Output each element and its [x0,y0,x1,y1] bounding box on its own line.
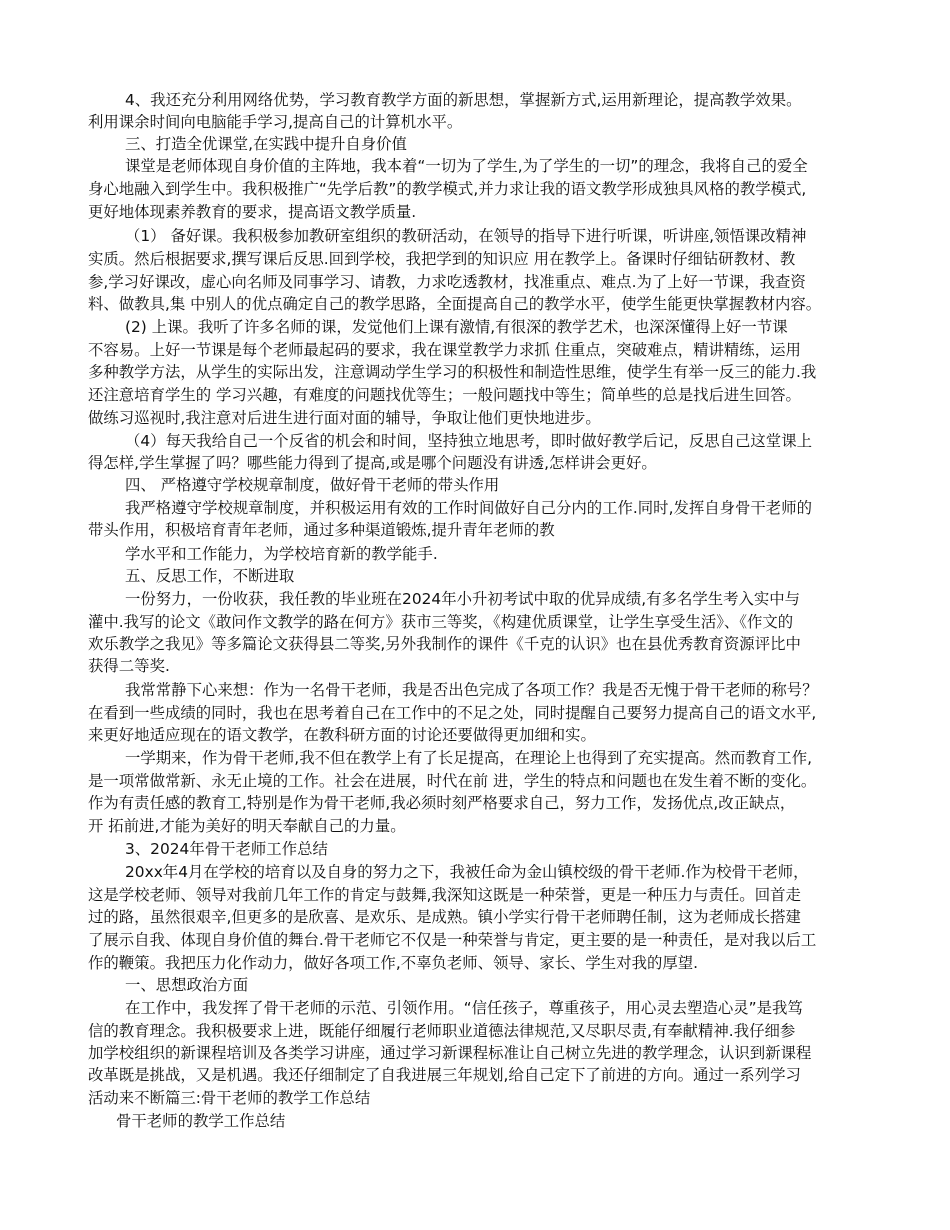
text-line: 是一项常做常新、永无止境的工作。社会在进展，时代在前 进，学生的特点和问题也在发生着不断的变化。 [88,772,817,790]
text-line: 作的鞭策。我把压力化作动力，做好各项工作,不辜负老师、领导、家长、学生对我的厚望. [88,954,699,972]
text-line: 欢乐教学之我见》等多篇论文获得县二等奖,另外我制作的课件《千克的认识》也在县优秀教育资源评比中 [88,635,801,653]
text-line: 我常常静下心来想：作为一名骨干老师，我是否出色完成了各项工作？我是否无愧于骨干老师的称号？ [125,681,818,699]
text-line: 改革既是挑战，又是机遇。我还仔细制定了自我进展三年规划,给自己定下了前进的方向。通过一系列学习 [88,1066,801,1084]
text-line: 开 拓前进,才能为美好的明天奉献自己的力量。 [88,817,406,835]
section-heading: 五、反思工作，不断进取 [125,567,295,585]
text-line: 不容易。上好一节课是每个老师最起码的要求，我在课堂教学力求抓 住重点，突破难点，精讲精练，运用 [88,341,801,359]
text-line: 这是学校老师、领导对我前几年工作的肯定与鼓舞,我深知这既是一种荣誉，更是一种压力与责任。回首走 [88,886,801,904]
text-line: 更好地体现素养教育的要求，提高语文教学质量. [88,203,417,221]
text-line: 过的路，虽然很艰辛,但更多的是欣喜、是欢乐、是成熟。镇小学实行骨干老师聘任制，这为老师成长搭建 [88,908,801,926]
text-line: 得怎样,学生掌握了吗？哪些能力得到了提高,或是哪个问题没有讲透,怎样讲会更好。 [88,454,657,472]
text-line: 做练习巡视时,我注意对后进生进行面对面的辅导，争取让他们更快地进步。 [88,409,601,427]
text-line: 带头作用，积极培育青年老师，通过多种渠道锻炼,提升青年老师的教 [88,521,555,539]
text-line: (2) 上课。我听了许多名师的课，发觉他们上课有激情,有很深的教学艺术，也深深懂得上好一节课 [125,318,788,336]
section-heading: 3、2024年骨干老师工作总结 [125,840,328,858]
text-line: （1） 备好课。我积极参加教研室组织的教研活动，在领导的指导下进行听课，听讲座,领悟课改精神 [125,227,807,245]
text-line: 料、做教具,集 中别人的优点确定自己的教学思路，全面提高自己的教学水平，使学生能更快掌握教材内容。 [88,295,822,313]
text-line: 20xx年4月在学校的培育以及自身的努力之下，我被任命为金山镇校级的骨干老师.作为校骨干老师， [125,863,809,881]
text-line: 多种教学方法，从学生的实际出发，注意调动学生学习的积极性和制造性思维，使学生有举一反三的能力.我 [88,363,817,381]
text-line: 利用课余时间向电脑能手学习,提高自己的计算机水平。 [88,113,463,131]
text-line: 来更好地适应现在的语文教学，在教科研方面的讨论还要做得更加细和实。 [88,726,596,744]
text-line: 一份努力，一份收获，我任教的毕业班在2024年小升初考试中取的优异成绩,有多名学生考入实中与 [125,590,801,608]
text-line: 身心地融入到学生中。我积极推广“先学后教”的教学模式,并力求让我的语文教学形成独具风格的教学模式, [88,180,807,198]
text-line: 学水平和工作能力，为学校培育新的教学能手. [125,545,438,563]
text-line: 4、我还充分利用网络优势，学习教育教学方面的新思想，掌握新方式,运用新理论，提高教学效果。 [125,91,802,109]
text-line: 加学校组织的新课程培训及各类学习讲座，通过学习新课程标准让自己树立先进的教学理念，认识到新课程 [88,1044,812,1062]
text-line: 我严格遵守学校规章制度，并积极运用有效的工作时间做好自己分内的工作.同时,发挥自身骨干老师的 [125,499,812,517]
section-heading: 一、思想政治方面 [125,976,249,994]
text-line: 在看到一些成绩的同时，我也在思考着自己在工作中的不足之处，同时提醒自己要努力提高自己的语文水平, [88,704,817,722]
section-heading: 四、 严格遵守学校规章制度，做好骨干老师的带头作用 [125,476,500,494]
text-line: 了展示自我、体现自身价值的舞台.骨干老师它不仅是一种荣誉与肯定，更主要的是一种责任，是对我以后工 [88,931,817,949]
text-line: 获得二等奖. [88,657,170,675]
text-line: 信的教育理念。我积极要求上进，既能仔细履行老师职业道德法律规范,又尽职尽责,有奉献精神.我仔细参 [88,1022,796,1040]
text-line: 灌中.我写的论文《敢问作文教学的路在何方》获市三等奖，《构建优质课堂，让学生享受生活》、《作文的 [88,613,794,631]
text-line: 参,学习好课改，虚心向名师及同事学习、请教，力求吃透教材，找准重点、难点.为了上好一节课，我查资 [88,273,806,291]
section-heading: 三、打造全优课堂,在实践中提升自身价值 [125,135,407,153]
text-line: 在工作中，我发挥了骨干老师的示范、引领作用。“信任孩子，尊重孩子，用心灵去塑造心灵”是我笃 [125,999,803,1017]
text-line: 实质。然后根据要求,撰写课后反思.回到学校，我把学到的知识应 用在教学上。备课时仔细钻研教材、教 [88,250,796,268]
text-line: 课堂是老师体现自身价值的主阵地，我本着“一切为了学生,为了学生的一切”的理念，我将自己的爱全 [125,157,808,175]
section-heading: 骨干老师的教学工作总结 [116,1112,286,1130]
text-line: （4）每天我给自己一个反省的机会和时间，坚持独立地思考，即时做好教学后记，反思自己这堂课上 [125,432,812,450]
text-line: 作为有责任感的教育工,特别是作为骨干老师,我必须时刻严格要求自己，努力工作，发扬优点,改正缺点， [88,794,796,812]
text-line: 一学期来，作为骨干老师,我不但在教学上有了长足提高，在理论上也得到了充实提高。然而教育工作, [125,749,812,767]
text-line: 还注意培育学生的 学习兴趣，有难度的问题找优等生；一般问题找中等生；简单些的总是找后进生回答。 [88,386,801,404]
text-line: 活动来不断篇三:骨干老师的教学工作总结 [88,1089,371,1107]
